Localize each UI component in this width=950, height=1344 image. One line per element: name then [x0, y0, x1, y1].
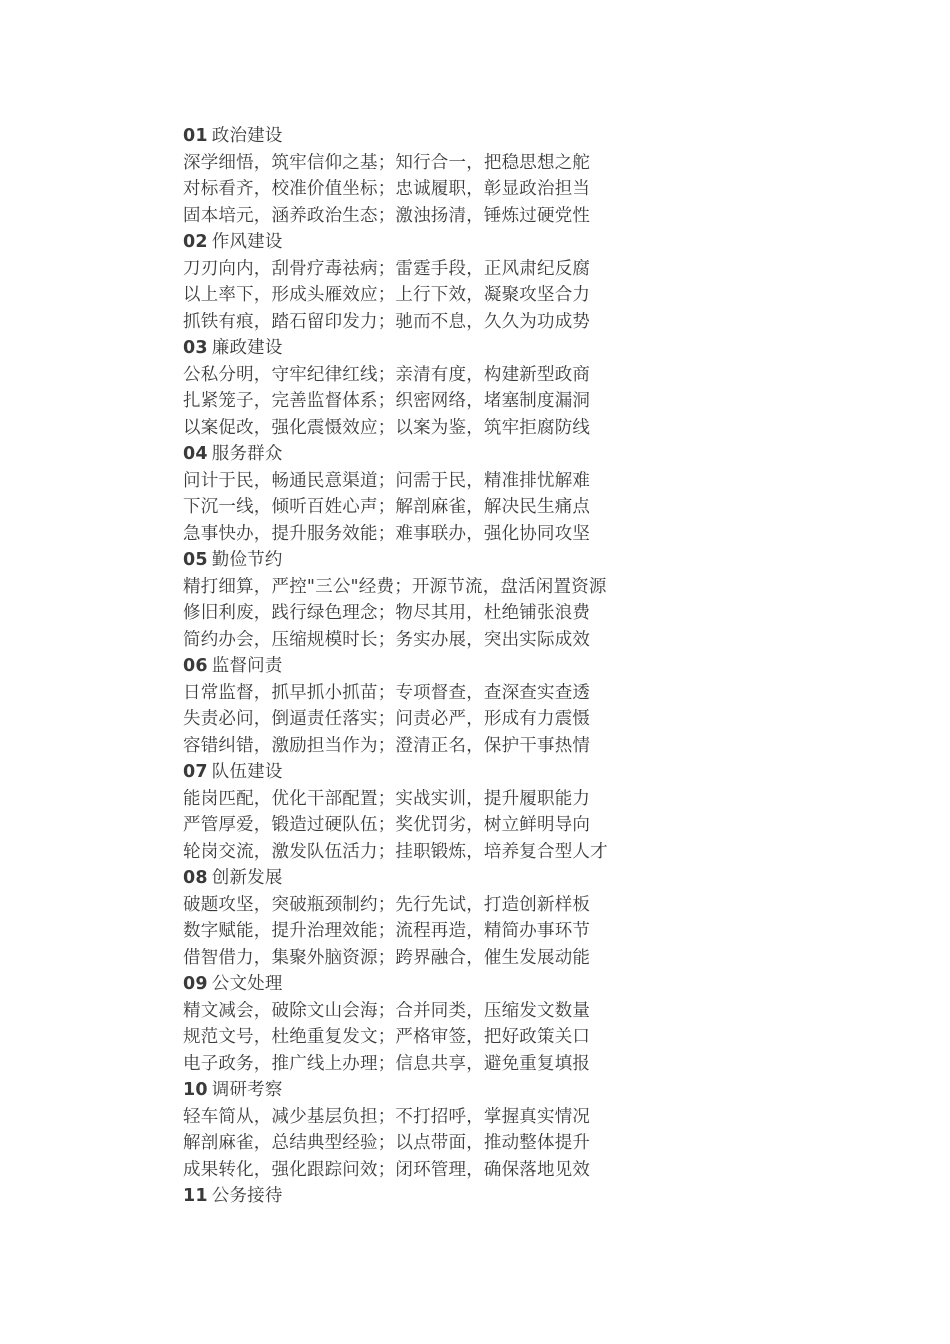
- section-number: 11: [183, 1186, 208, 1206]
- section-line: 解剖麻雀，总结典型经验；以点带面，推动整体提升: [183, 1133, 591, 1153]
- section-line: 精文减会，破除文山会海；合并同类，压缩发文数量: [183, 1000, 591, 1021]
- section-line: 日常监督，抓早抓小抓苗；专项督查，查深查实查透: [183, 682, 591, 703]
- section-line: 轻车简从，减少基层负担；不打招呼，掌握真实情况: [183, 1106, 591, 1127]
- section-title: 服务群众: [211, 444, 283, 464]
- section-10: [183, 1077, 903, 1183]
- section-title: 廉政建设: [211, 338, 283, 358]
- section-heading: [183, 865, 903, 892]
- section-line: 能岗匹配，优化干部配置；实战实训，提升履职能力: [183, 788, 591, 809]
- section-heading: [183, 1183, 903, 1210]
- section-line: 刀刃向内，刮骨疗毒祛病；雷霆手段，正风肃纪反腐: [183, 258, 591, 279]
- section-number: 03: [183, 338, 208, 358]
- section-line: 下沉一线，倾听百姓心声；解剖麻雀，解决民生痛点: [183, 497, 591, 517]
- section-line: 严管厚爱，锻造过硬队伍；奖优罚劣，树立鲜明导向: [183, 815, 591, 835]
- section-title: 勤俭节约: [211, 550, 283, 570]
- section-line: 破题攻坚，突破瓶颈制约；先行先试，打造创新样板: [183, 894, 591, 915]
- section-line: 深学细悟，筑牢信仰之基；知行合一，把稳思想之舵: [183, 152, 591, 173]
- section-title: 公务接待: [211, 1186, 283, 1206]
- section-07: [183, 759, 903, 865]
- section-title: 政治建设: [211, 126, 283, 146]
- section-line: 修旧利废，践行绿色理念；物尽其用，杜绝铺张浪费: [183, 603, 591, 623]
- section-line: 急事快办，提升服务效能；难事联办，强化协同攻坚: [183, 523, 591, 544]
- section-line: 扎紧笼子，完善监督体系；织密网络，堵塞制度漏洞: [183, 391, 591, 411]
- section-title: 监督问责: [211, 656, 283, 676]
- section-title: 创新发展: [211, 868, 283, 888]
- section-line: 失责必问，倒逼责任落实；问责必严，形成有力震慑: [183, 709, 591, 729]
- section-title: 队伍建设: [211, 762, 283, 782]
- section-number: 06: [183, 656, 208, 676]
- section-04: [183, 441, 903, 547]
- section-number: 09: [183, 974, 208, 994]
- section-09: [183, 971, 903, 1077]
- section-line: 固本培元，涵养政治生态；激浊扬清，锤炼过硬党性: [183, 205, 591, 226]
- section-line: 精打细算，严控"三公"经费；开源节流，盘活闲置资源: [183, 576, 607, 597]
- section-line: 电子政务，推广线上办理；信息共享，避免重复填报: [183, 1053, 591, 1074]
- section-heading: [183, 759, 903, 786]
- section-line: 借智借力，集聚外脑资源；跨界融合，催生发展动能: [183, 947, 591, 968]
- section-heading: [183, 123, 903, 150]
- section-line: 公私分明，守牢纪律红线；亲清有度，构建新型政商: [183, 364, 591, 385]
- section-title: 调研考察: [211, 1080, 283, 1100]
- section-line: 成果转化，强化跟踪问效；闭环管理，确保落地见效: [183, 1159, 591, 1180]
- section-heading: [183, 229, 903, 256]
- section-title: 公文处理: [211, 974, 283, 994]
- section-line: 以案促改，强化震慑效应；以案为鉴，筑牢拒腐防线: [183, 417, 591, 438]
- section-line: 以上率下，形成头雁效应；上行下效，凝聚攻坚合力: [183, 285, 591, 305]
- section-number: 02: [183, 232, 208, 252]
- section-line: 问计于民，畅通民意渠道；问需于民，精准排忧解难: [183, 470, 591, 491]
- section-06: [183, 653, 903, 759]
- document-body: [183, 123, 903, 1210]
- section-number: 08: [183, 868, 208, 888]
- section-number: 04: [183, 444, 208, 464]
- section-number: 10: [183, 1080, 208, 1100]
- section-heading: [183, 547, 903, 574]
- section-title: 作风建设: [211, 232, 283, 252]
- section-line: 规范文号，杜绝重复发文；严格审签，把好政策关口: [183, 1027, 591, 1047]
- section-line: 容错纠错，激励担当作为；澄清正名，保护干事热情: [183, 735, 591, 756]
- section-line: 抓铁有痕，踏石留印发力；驰而不息，久久为功成势: [183, 311, 591, 332]
- section-heading: [183, 1077, 903, 1104]
- section-08: [183, 865, 903, 971]
- section-line: 对标看齐，校准价值坐标；忠诚履职，彰显政治担当: [183, 179, 591, 199]
- section-heading: [183, 971, 903, 998]
- section-number: 07: [183, 762, 208, 782]
- section-line: 数字赋能，提升治理效能；流程再造，精简办事环节: [183, 921, 591, 941]
- section-line: 轮岗交流，激发队伍活力；挂职锻炼，培养复合型人才: [183, 841, 608, 862]
- section-01: [183, 123, 903, 229]
- section-line: 简约办会，压缩规模时长；务实办展，突出实际成效: [183, 629, 591, 650]
- section-02: [183, 229, 903, 335]
- section-heading: [183, 335, 903, 362]
- section-heading: [183, 653, 903, 680]
- section-number: 05: [183, 550, 208, 570]
- section-05: [183, 547, 903, 653]
- section-03: [183, 335, 903, 441]
- section-heading: [183, 441, 903, 468]
- section-11: [183, 1183, 903, 1210]
- section-number: 01: [183, 126, 208, 146]
